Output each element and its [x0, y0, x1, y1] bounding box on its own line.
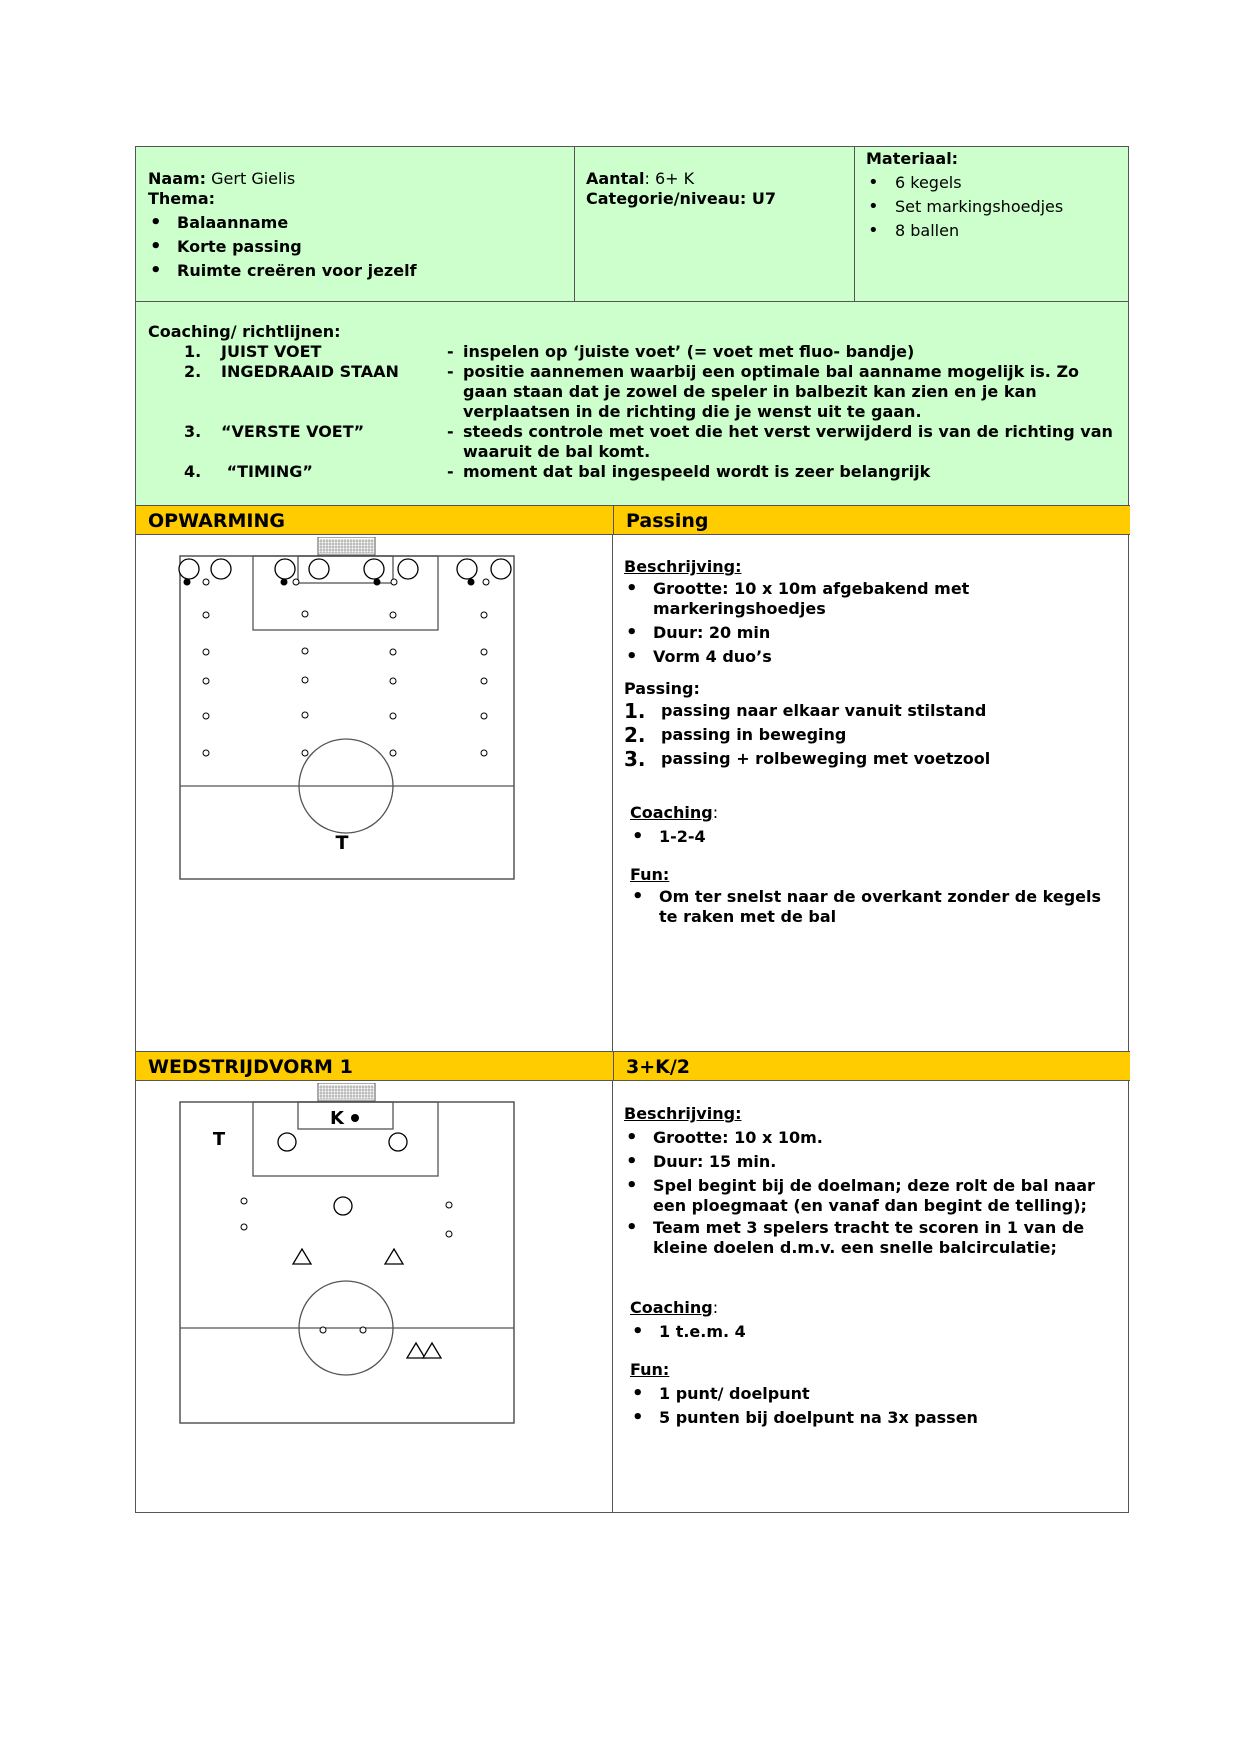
marker-cones [241, 1198, 452, 1333]
coaching-item-number: 3. [184, 422, 202, 441]
coaching-item-text: positie aannemen waarbij een optimale bal aanname mogelijk is. Zo gaan staan dat je zowel de speler in balbezit kan zien en je kan verplaatsen in de richting die je wenst uit te gaan. [463, 362, 1080, 421]
passing-item-text: passing in beweging [661, 725, 847, 744]
trainer-label: T [212, 1129, 226, 1150]
aantal-value: : 6+ K [644, 169, 695, 188]
beschrijving-item: • Grootte: 10 x 10m. [624, 1126, 1119, 1150]
beschrijving-item: • Duur: 15 min. [624, 1150, 1119, 1174]
thema-item: • Korte passing [148, 235, 562, 259]
keeper-label: K [330, 1108, 344, 1129]
wedstrijd-field-diagram [176, 1083, 526, 1433]
goal-box [298, 1102, 393, 1129]
column-divider [612, 535, 613, 1512]
materiaal-item: • 8 ballen [866, 219, 1119, 243]
coaching-item [148, 342, 1116, 362]
opwarming-header: OPWARMING [136, 505, 613, 535]
coaching-item [148, 462, 1116, 482]
marker-cones [203, 579, 489, 756]
passing-item-text: passing naar elkaar vanuit stilstand [661, 701, 987, 720]
coaching-list-item: • 1 t.e.m. 4 [630, 1320, 1119, 1344]
coaching-item-dash: - [447, 362, 454, 381]
thema-item: • Ruimte creëren voor jezelf [148, 259, 562, 283]
coaching-colon: : [712, 803, 719, 822]
thema-label: Thema: [148, 189, 216, 208]
fun-list [630, 1382, 1119, 1430]
passing-header: Passing [613, 505, 1130, 535]
coaching-item-text: steeds controle met voet die het verst verwijderd is van de richting van waaruit de bal komt. [463, 422, 1113, 461]
fun-item: • 1 punt/ doelpunt [630, 1382, 1119, 1406]
opwarming-field-diagram [176, 537, 526, 887]
field-outline [180, 556, 514, 879]
beschrijving-item: • Spel begint bij de doelman; deze rolt de bal naar een ploegmaat (en vanaf dan begint de telling); [624, 1176, 1119, 1216]
coaching-list [630, 825, 1119, 849]
player-circles [278, 1133, 407, 1215]
passing-list [624, 699, 1119, 771]
session-sheet [135, 146, 1129, 1513]
fun-label: Fun: [630, 865, 670, 884]
coaching-item-label: JUIST VOET [221, 342, 322, 361]
trainer-label: T [335, 832, 349, 854]
goal-net [318, 537, 375, 555]
passing-item-number: 2. [624, 723, 646, 747]
ball-dots [184, 579, 475, 586]
coaching-item-number: 4. [184, 462, 202, 481]
coaching-item-text: inspelen op ‘juiste voet’ (= voet met fluo- bandje) [463, 342, 915, 361]
naam-label: Naam: [148, 169, 207, 188]
coaching-item-number: 1. [184, 342, 202, 361]
coaching-list-item: • 1-2-4 [630, 825, 1119, 849]
passing-label: Passing: [624, 679, 700, 698]
coaching-item-dash: - [447, 422, 454, 441]
header-row [136, 147, 1128, 302]
wedstrijdvorm-header: WEDSTRIJDVORM 1 [136, 1051, 613, 1081]
coaching-colon: : [712, 1298, 719, 1317]
format-header: 3+K/2 [613, 1051, 1130, 1081]
fun-item: • 5 punten bij doelpunt na 3x passen [630, 1406, 1119, 1430]
passing-item [624, 723, 1119, 747]
beschrijving-label: Beschrijving: [624, 1104, 742, 1123]
coaching-item-dash: - [447, 462, 454, 481]
beschrijving-list [624, 579, 1119, 669]
opponent-triangles [293, 1249, 441, 1358]
aantal-cell [575, 147, 855, 301]
aantal-label: Aantal [586, 169, 645, 188]
fun-list [630, 887, 1119, 927]
passing-item-number: 1. [624, 699, 646, 723]
materiaal-item: • 6 kegels [866, 171, 1119, 195]
player-circles [179, 559, 511, 579]
keeper-ball [351, 1114, 359, 1122]
passing-item [624, 699, 1119, 723]
beschrijving-list [624, 1126, 1119, 1258]
beschrijving-item: • Vorm 4 duo’s [624, 645, 1119, 669]
coaching-label: Coaching [630, 1298, 713, 1317]
coaching-label: Coaching [630, 803, 713, 822]
coaching-item [148, 422, 1116, 462]
wedstrijd-text [624, 1104, 1119, 1430]
materiaal-label: Materiaal: [866, 149, 959, 168]
coaching-item-label: “TIMING” [221, 462, 313, 481]
coaching-title: Coaching/ richtlijnen: [148, 322, 341, 341]
naam-value: Gert Gielis [211, 169, 296, 188]
categorie-text: Categorie/niveau: U7 [586, 189, 776, 208]
beschrijving-item: • Team met 3 spelers tracht te scoren in 1 van de kleine doelen d.m.v. een snelle balcirculatie; [624, 1218, 1119, 1258]
coaching-item-label: INGEDRAAID STAAN [221, 362, 399, 381]
thema-list [148, 211, 562, 283]
coaching-item-dash: - [447, 342, 454, 361]
coaching-item-number: 2. [184, 362, 202, 381]
passing-item [624, 747, 1119, 771]
materiaal-cell [855, 147, 1130, 301]
materiaal-item: • Set markingshoedjes [866, 195, 1119, 219]
opwarming-text [624, 557, 1119, 927]
coaching-item [148, 362, 1116, 422]
thema-item: • Balaanname [148, 211, 562, 235]
coaching-item-text: moment dat bal ingespeeld wordt is zeer belangrijk [463, 462, 931, 481]
fun-item: • Om ter snelst naar de overkant zonder de kegels te raken met de bal [630, 887, 1119, 927]
beschrijving-item: • Duur: 20 min [624, 621, 1119, 645]
naam-thema-cell [136, 147, 575, 301]
goal-net [318, 1083, 375, 1101]
beschrijving-label: Beschrijving: [624, 557, 742, 576]
passing-item-text: passing + rolbeweging met voetzool [661, 749, 991, 768]
passing-item-number: 3. [624, 747, 646, 771]
coaching-list [630, 1320, 1119, 1344]
coaching-row [136, 302, 1128, 505]
materiaal-list [866, 171, 1119, 243]
coaching-item-label: “VERSTE VOET” [221, 422, 365, 441]
beschrijving-item: • Grootte: 10 x 10m afgebakend met markeringshoedjes [624, 579, 1119, 619]
fun-label: Fun: [630, 1360, 670, 1379]
